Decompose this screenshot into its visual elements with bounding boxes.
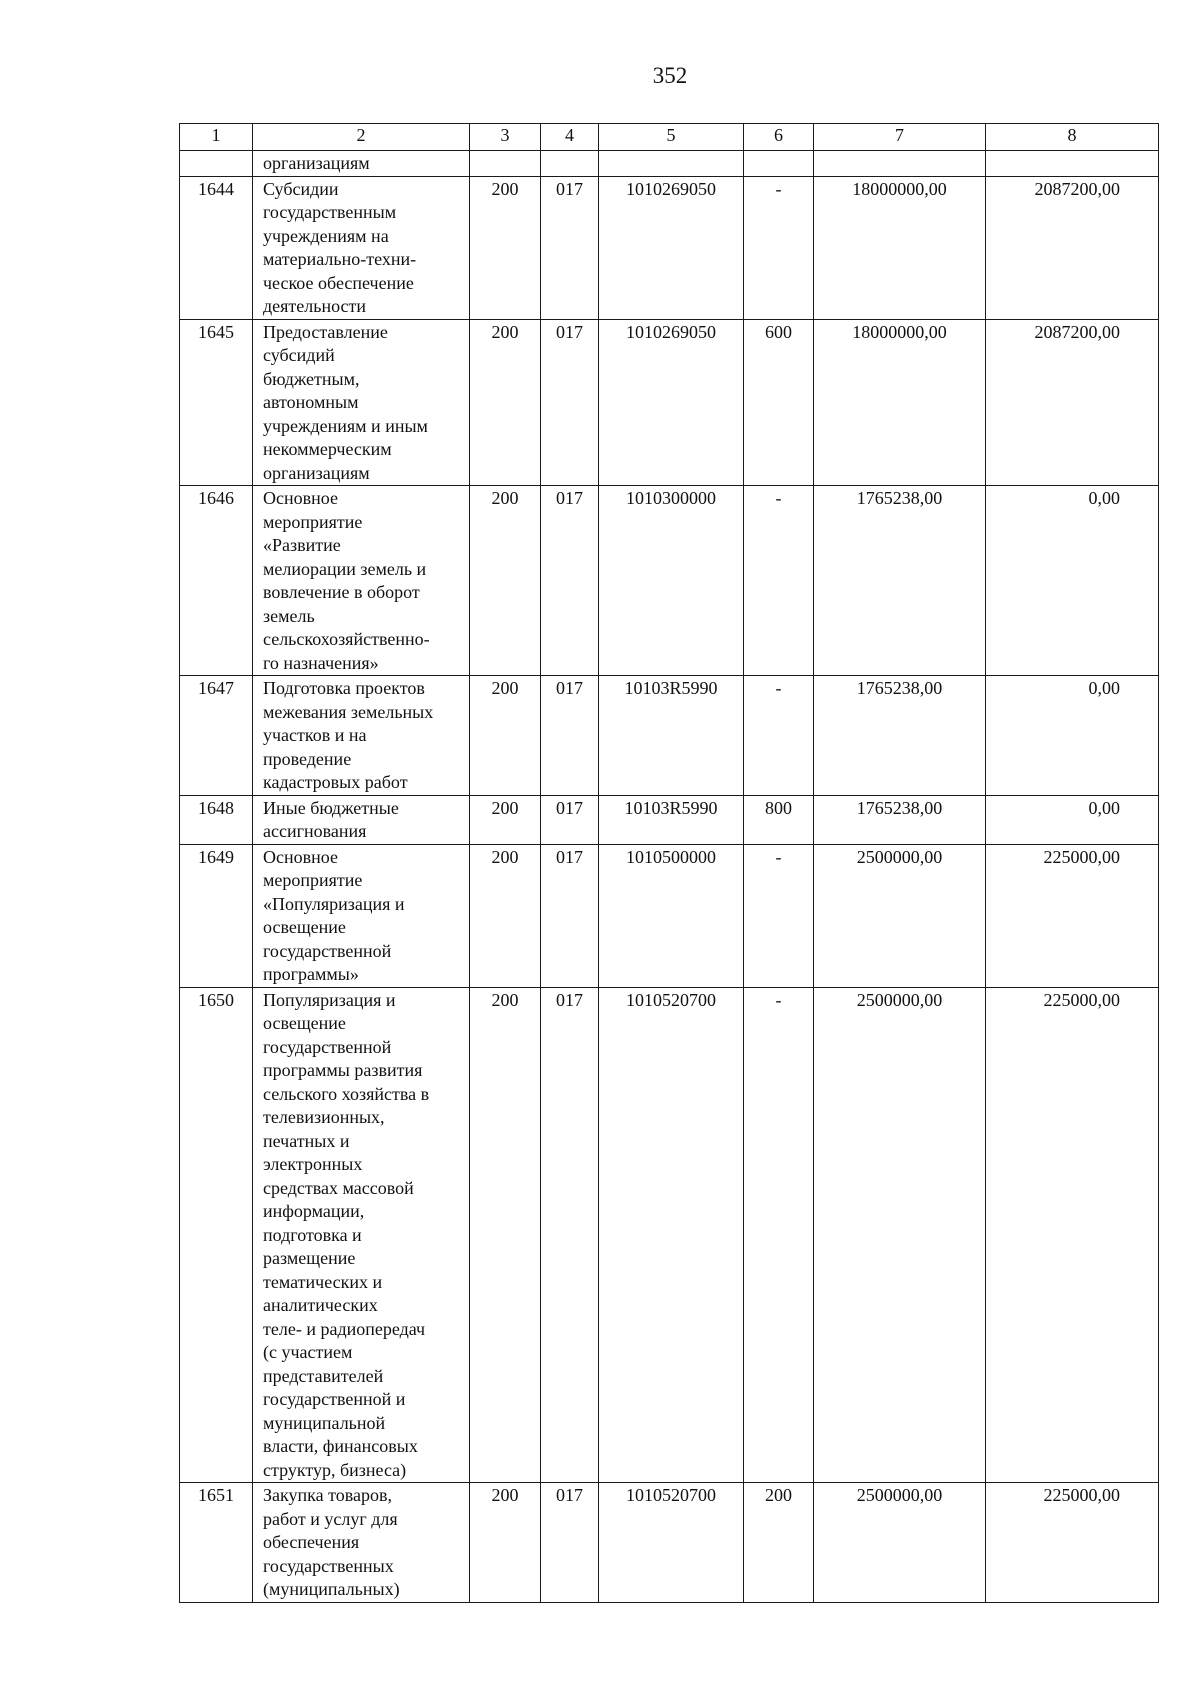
description-line: проведение — [263, 748, 352, 769]
row-column-3: 200 — [470, 319, 541, 486]
page-number: 352 — [652, 63, 688, 88]
row-column-8: 2087200,00 — [986, 176, 1159, 319]
row-description — [253, 151, 470, 177]
row-number: 1648 — [180, 795, 253, 844]
description-line: государственной — [263, 1036, 392, 1057]
table-row — [180, 676, 1159, 796]
row-column-7: 18000000,00 — [814, 319, 986, 486]
row-column-8: 225000,00 — [986, 1483, 1159, 1603]
row-description — [253, 1483, 470, 1603]
row-column-6: - — [744, 176, 814, 319]
description-line: подготовка и — [263, 1224, 362, 1245]
description-line: вовлечение в оборот — [263, 582, 420, 602]
description-line: муниципальной — [263, 1412, 386, 1433]
description-line: программы развития — [263, 1060, 423, 1080]
row-column-4: 017 — [541, 486, 599, 676]
description-line: теле- и радиопередач — [263, 1318, 426, 1339]
row-column-5: 10103R5990 — [599, 676, 744, 796]
description-line: деятельности — [263, 296, 367, 316]
description-line: тематических и — [263, 1271, 383, 1292]
description-line: освещение — [263, 1013, 346, 1033]
row-description — [253, 987, 470, 1483]
column-header: 8 — [986, 124, 1159, 151]
row-column-8 — [986, 151, 1159, 177]
row-number — [180, 151, 253, 177]
description-line: Закупка товаров, — [263, 1485, 392, 1505]
description-line: некоммерческим — [263, 439, 392, 459]
description-line: автономным — [263, 392, 359, 412]
description-line: межевания земельных — [263, 701, 434, 722]
row-column-5: 1010520700 — [599, 987, 744, 1483]
row-description — [253, 319, 470, 486]
row-description — [253, 844, 470, 987]
description-line: государственных — [263, 1555, 394, 1576]
row-number: 1644 — [180, 176, 253, 319]
description-line: Популяризация и — [263, 989, 396, 1010]
row-column-6: - — [744, 486, 814, 676]
row-column-3 — [470, 151, 541, 177]
column-header: 7 — [814, 124, 986, 151]
description-line: (муниципальных) — [263, 1579, 400, 1599]
table-row — [180, 1483, 1159, 1603]
row-column-6: 200 — [744, 1483, 814, 1603]
row-number: 1646 — [180, 486, 253, 676]
row-column-4: 017 — [541, 844, 599, 987]
column-header: 1 — [180, 124, 253, 151]
row-column-3: 200 — [470, 176, 541, 319]
row-number: 1645 — [180, 319, 253, 486]
description-line: обеспечения — [263, 1532, 360, 1552]
description-line: учреждениям на — [263, 225, 389, 246]
row-column-4 — [541, 151, 599, 177]
row-column-8: 0,00 — [986, 676, 1159, 796]
row-column-5 — [599, 151, 744, 177]
description-line: сельского хозяйства в — [263, 1083, 430, 1104]
description-line: средствах массовой — [263, 1177, 414, 1198]
row-column-8: 225000,00 — [986, 844, 1159, 987]
row-column-5: 1010520700 — [599, 1483, 744, 1603]
description-line: Предоставление — [263, 321, 388, 342]
column-header: 3 — [470, 124, 541, 151]
description-line: программы» — [263, 964, 359, 984]
description-line: Основное — [263, 488, 338, 508]
description-line: работ и услуг для — [263, 1508, 398, 1529]
description-line: материально-техни- — [263, 249, 417, 269]
description-line: Иные бюджетные — [263, 797, 399, 818]
row-number: 1650 — [180, 987, 253, 1483]
description-line: «Развитие — [263, 535, 341, 555]
row-column-4: 017 — [541, 319, 599, 486]
description-line: го назначения» — [263, 652, 379, 673]
description-line: сельскохозяйственно- — [263, 629, 430, 649]
description-line: государственной — [263, 940, 392, 961]
row-column-6: 800 — [744, 795, 814, 844]
row-column-4: 017 — [541, 1483, 599, 1603]
row-column-7: 1765238,00 — [814, 676, 986, 796]
description-line: земель — [263, 605, 315, 626]
row-column-4: 017 — [541, 176, 599, 319]
row-number: 1651 — [180, 1483, 253, 1603]
description-line: мелиорации земель и — [263, 558, 427, 579]
row-column-3: 200 — [470, 795, 541, 844]
description-line: кадастровых работ — [263, 772, 408, 792]
description-line: Подготовка проектов — [263, 678, 425, 698]
row-number: 1647 — [180, 676, 253, 796]
row-column-6: - — [744, 987, 814, 1483]
description-line: субсидий — [263, 345, 335, 365]
row-description — [253, 176, 470, 319]
description-line: Субсидии — [263, 178, 339, 199]
table-row — [180, 486, 1159, 676]
row-description — [253, 795, 470, 844]
row-column-6: 600 — [744, 319, 814, 486]
row-column-4: 017 — [541, 987, 599, 1483]
row-column-7 — [814, 151, 986, 177]
row-column-8: 2087200,00 — [986, 319, 1159, 486]
description-line: печатных и — [263, 1130, 350, 1151]
description-line: учреждениям и иным — [263, 415, 428, 436]
column-header: 6 — [744, 124, 814, 151]
row-column-8: 0,00 — [986, 795, 1159, 844]
column-header: 5 — [599, 124, 744, 151]
description-line: размещение — [263, 1248, 356, 1268]
row-description — [253, 486, 470, 676]
description-line: аналитических — [263, 1295, 378, 1315]
row-column-4: 017 — [541, 795, 599, 844]
row-column-7: 2500000,00 — [814, 1483, 986, 1603]
budget-table — [179, 123, 1159, 1603]
row-column-3: 200 — [470, 1483, 541, 1603]
description-line: освещение — [263, 917, 346, 937]
row-column-7: 2500000,00 — [814, 987, 986, 1483]
description-line: бюджетным, — [263, 368, 360, 389]
description-line: (с участием — [263, 1342, 353, 1362]
row-column-3: 200 — [470, 486, 541, 676]
row-description — [253, 676, 470, 796]
row-column-5: 1010500000 — [599, 844, 744, 987]
row-column-7: 1765238,00 — [814, 795, 986, 844]
table-row — [180, 844, 1159, 987]
description-line: организациям — [263, 153, 370, 173]
description-line: участков и на — [263, 725, 367, 745]
table-row — [180, 176, 1159, 319]
row-number: 1649 — [180, 844, 253, 987]
description-line: государственным — [263, 202, 397, 222]
row-column-7: 1765238,00 — [814, 486, 986, 676]
table-row — [180, 795, 1159, 844]
description-line: организациям — [263, 462, 370, 483]
column-header: 2 — [253, 124, 470, 151]
row-column-3: 200 — [470, 987, 541, 1483]
description-line: Основное — [263, 846, 338, 867]
description-line: телевизионных, — [263, 1107, 385, 1127]
table-row — [180, 987, 1159, 1483]
description-line: власти, финансовых — [263, 1436, 418, 1456]
description-line: мероприятие — [263, 870, 363, 890]
description-line: ассигнования — [263, 821, 367, 841]
column-header-row — [180, 124, 1159, 151]
row-column-8: 225000,00 — [986, 987, 1159, 1483]
row-column-6: - — [744, 676, 814, 796]
row-column-6: - — [744, 844, 814, 987]
row-column-5: 10103R5990 — [599, 795, 744, 844]
description-line: электронных — [263, 1154, 363, 1174]
description-line: мероприятие — [263, 511, 363, 532]
row-column-7: 18000000,00 — [814, 176, 986, 319]
column-header: 4 — [541, 124, 599, 151]
row-column-5: 1010269050 — [599, 176, 744, 319]
row-column-7: 2500000,00 — [814, 844, 986, 987]
row-column-4: 017 — [541, 676, 599, 796]
description-line: структур, бизнеса) — [263, 1459, 407, 1480]
row-column-3: 200 — [470, 844, 541, 987]
description-line: информации, — [263, 1201, 365, 1221]
description-line: государственной и — [263, 1389, 406, 1409]
description-line: представителей — [263, 1365, 384, 1386]
row-column-3: 200 — [470, 676, 541, 796]
description-line: «Популяризация и — [263, 893, 405, 914]
row-column-5: 1010300000 — [599, 486, 744, 676]
row-column-5: 1010269050 — [599, 319, 744, 486]
table-row — [180, 151, 1159, 177]
row-column-6 — [744, 151, 814, 177]
description-line: ческое обеспечение — [263, 272, 414, 293]
table-row — [180, 319, 1159, 486]
row-column-8: 0,00 — [986, 486, 1159, 676]
